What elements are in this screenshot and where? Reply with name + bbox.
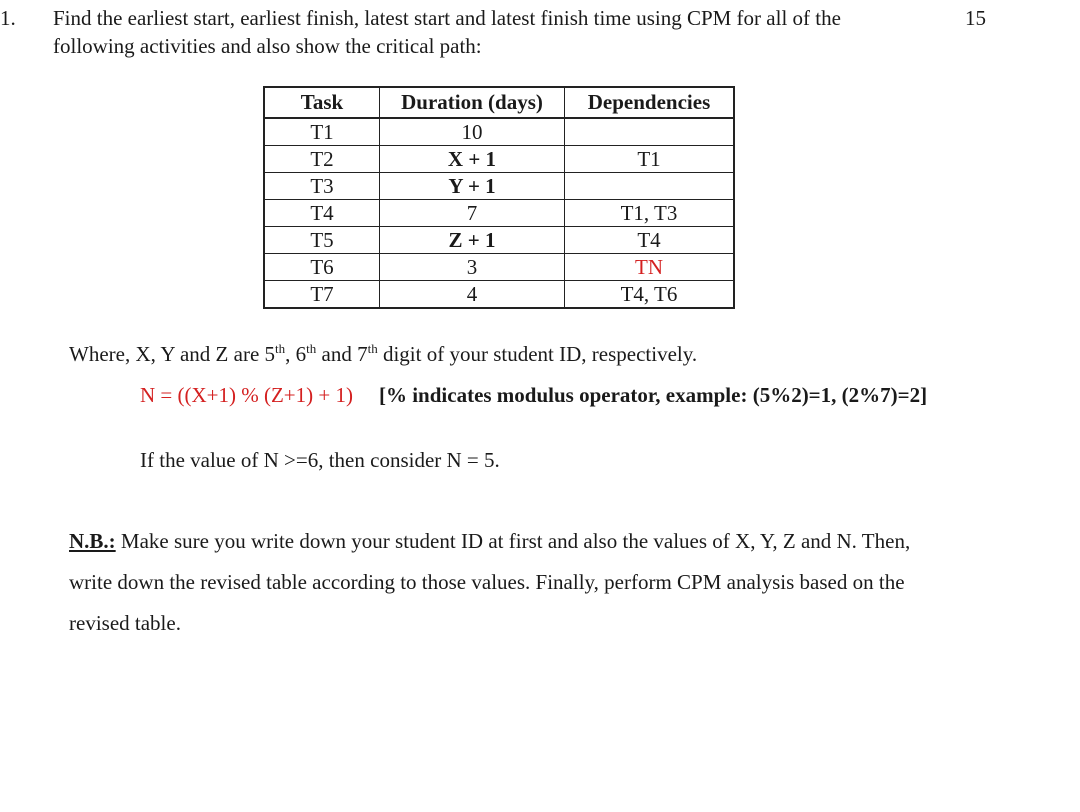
header-duration: Duration (days) bbox=[380, 87, 565, 118]
activity-table bbox=[263, 86, 735, 309]
nb-line-2: write down the revised table according to those values. Finally, perform CPM analysis based on the bbox=[69, 570, 905, 594]
cell-duration: 10 bbox=[380, 118, 565, 146]
cell-dependencies bbox=[565, 118, 735, 146]
cell-task: T2 bbox=[264, 146, 380, 173]
ordinal-suffix: th bbox=[275, 341, 286, 356]
modulus-note bbox=[379, 383, 927, 407]
cell-duration: 3 bbox=[380, 254, 565, 281]
where-text-1: Where, X, Y and Z are 5 bbox=[69, 342, 276, 366]
modulus-note-text: [% indicates modulus operator, example: (5%2)=1, (2%7)=2] bbox=[378, 383, 928, 407]
cell-dependencies: T1 bbox=[565, 146, 735, 173]
n-formula: N = ((X+1) % (Z+1) + 1) bbox=[140, 383, 353, 407]
where-text-4: digit of your student ID, respectively. bbox=[377, 342, 698, 366]
ordinal-suffix: th bbox=[367, 341, 378, 356]
cell-dependencies: T4 bbox=[565, 227, 735, 254]
formula-line bbox=[140, 383, 927, 408]
table-header-row bbox=[264, 87, 734, 118]
question-marks: 15 bbox=[965, 6, 986, 30]
header-task: Task bbox=[264, 87, 380, 118]
cell-task: T4 bbox=[264, 200, 380, 227]
cell-task: T7 bbox=[264, 281, 380, 309]
nb-text-1: Make sure you write down your student ID at first and also the values of X, Y, Z and N. Then, bbox=[115, 529, 911, 553]
question-text-line-1: Find the earliest start, earliest finish, latest start and latest finish time using CPM for all of the bbox=[53, 6, 841, 30]
table-row bbox=[264, 146, 734, 173]
cell-task: T3 bbox=[264, 173, 380, 200]
where-text-3: and 7 bbox=[316, 342, 368, 366]
cell-duration: 4 bbox=[380, 281, 565, 309]
table-row bbox=[264, 254, 734, 281]
cell-dependencies: T1, T3 bbox=[565, 200, 735, 227]
cell-dependencies: T4, T6 bbox=[565, 281, 735, 309]
cell-task: T6 bbox=[264, 254, 380, 281]
table-row bbox=[264, 281, 734, 309]
ordinal-suffix: th bbox=[306, 341, 317, 356]
table-row bbox=[264, 227, 734, 254]
table-row bbox=[264, 200, 734, 227]
cell-dependencies-highlighted: TN bbox=[565, 254, 735, 281]
nb-line-1 bbox=[69, 529, 910, 554]
cell-duration: 7 bbox=[380, 200, 565, 227]
variables-definition bbox=[69, 341, 697, 367]
nb-line-3: revised table. bbox=[69, 611, 181, 635]
where-text-2: , 6 bbox=[285, 342, 307, 366]
table-row bbox=[264, 118, 734, 146]
cell-duration: X + 1 bbox=[380, 146, 565, 173]
cell-duration: Z + 1 bbox=[380, 227, 565, 254]
table-row bbox=[264, 173, 734, 200]
cell-task: T5 bbox=[264, 227, 380, 254]
cell-dependencies bbox=[565, 173, 735, 200]
question-number: 1. bbox=[0, 6, 16, 30]
cell-task: T1 bbox=[264, 118, 380, 146]
n-condition: If the value of N >=6, then consider N = 5. bbox=[140, 448, 500, 472]
header-dependencies: Dependencies bbox=[565, 87, 735, 118]
cell-duration: Y + 1 bbox=[380, 173, 565, 200]
question-text-line-2: following activities and also show the critical path: bbox=[53, 34, 482, 58]
nb-label: N.B.: bbox=[69, 529, 116, 553]
